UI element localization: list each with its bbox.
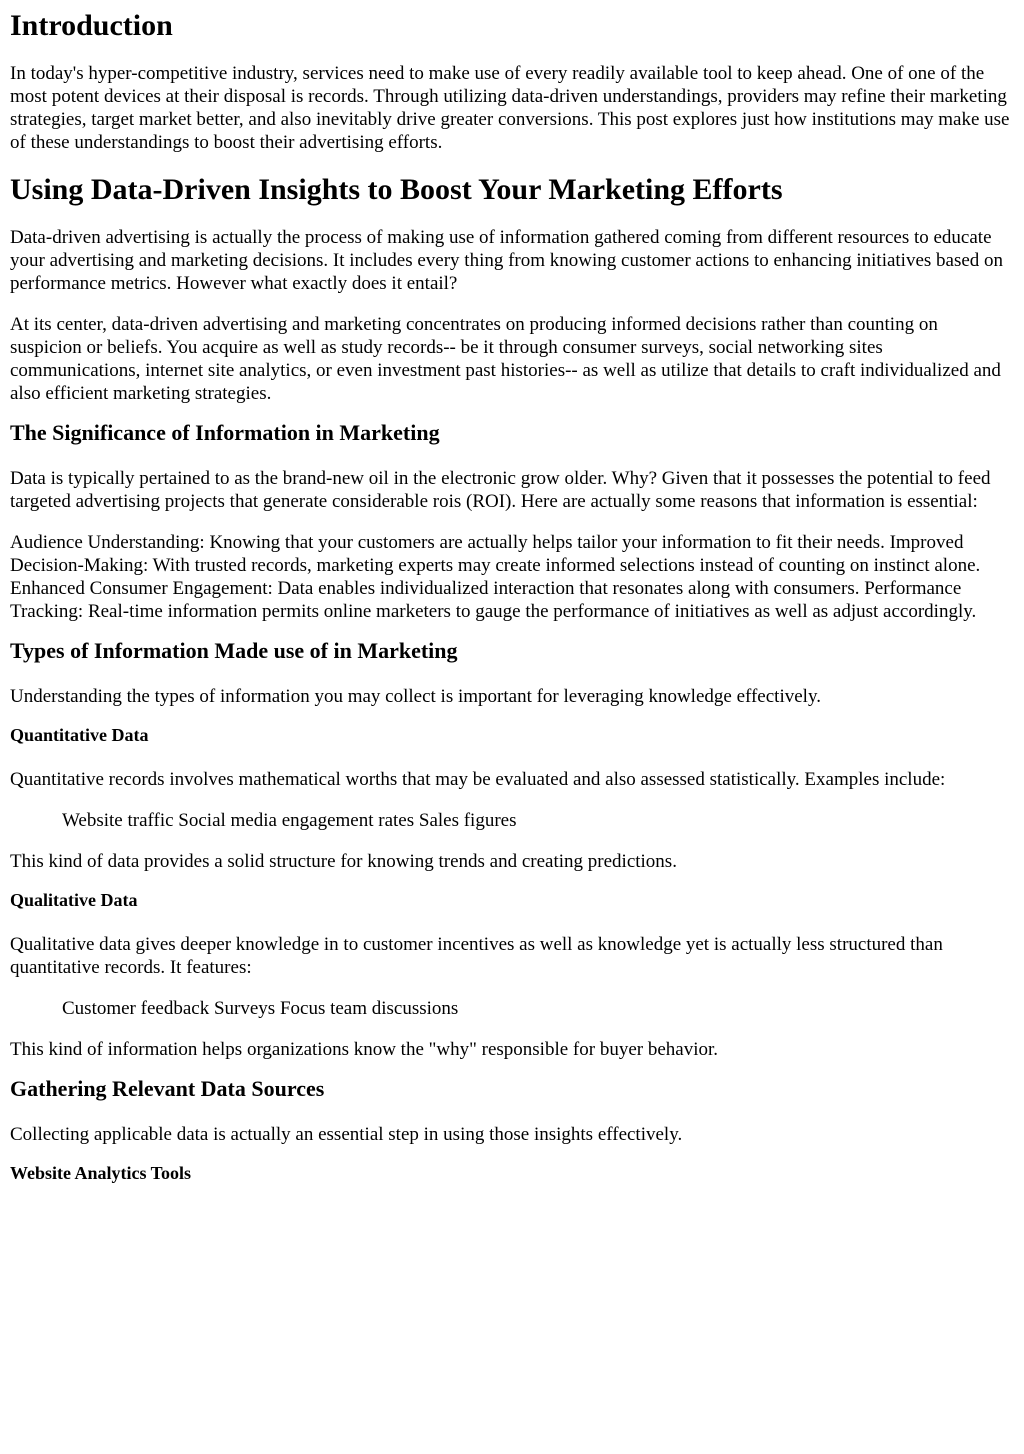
significance-paragraph-2: Audience Understanding: Knowing that your customers are actually helps tailor your information to fit their needs. Improved Decision-Making: With trusted records, marketing experts may create informed selections instead of counting on instinct alone. Enhanced Consumer Engagement: Data enables individualized interaction that resonates along with consumers. Performance Tracking: Real-time information permits online marketers to gauge the performance of initiatives as well as adjust accordingly. — [10, 532, 981, 622]
list-item: Focus team discussions — [279, 998, 459, 1019]
significance-heading: The Significance of Information in Marketing — [10, 420, 440, 445]
list-item: Customer feedback — [62, 998, 210, 1019]
qualitative-paragraph: Qualitative data gives deeper knowledge in to customer incentives as well as knowledge yet is actually less structured than quantitative records. It features: — [10, 934, 943, 978]
types-paragraph: Understanding the types of information you may collect is important for leveraging knowledge effectively. — [10, 686, 821, 707]
quantitative-examples-list — [10, 809, 1013, 832]
main-heading: Using Data-Driven Insights to Boost Your Marketing Efforts — [10, 173, 783, 206]
significance-paragraph-1: Data is typically pertained to as the brand-new oil in the electronic grow older. Why? Given that it possesses the potential to feed targeted advertising projects that generate considerable rois (ROI). Here are actually some reasons that information is essential: — [10, 468, 991, 512]
quantitative-closing: This kind of data provides a solid structure for knowing trends and creating predictions. — [10, 851, 677, 872]
qualitative-heading: Qualitative Data — [10, 890, 138, 910]
gathering-paragraph: Collecting applicable data is actually an essential step in using those insights effectively. — [10, 1124, 683, 1145]
intro-paragraph: In today's hyper-competitive industry, services need to make use of every readily available tool to keep ahead. One of one of the most potent devices at their disposal is records. Through utilizing data-driven understandings, providers may refine their marketing strategies, target market better, and also inevitably drive greater conversions. This post explores just how institutions may make use of these understandings to boost their advertising efforts. — [10, 63, 1010, 153]
analytics-heading: Website Analytics Tools — [10, 1163, 192, 1183]
qualitative-closing: This kind of information helps organizations know the "why" responsible for buyer behavior. — [10, 1039, 719, 1060]
main-paragraph-1: Data-driven advertising is actually the process of making use of information gathered coming from different resources to educate your advertising and marketing decisions. It includes every thing from knowing customer actions to enhancing initiatives based on performance metrics. However what exactly does it entail? — [10, 227, 1004, 294]
list-item: Website traffic — [62, 810, 174, 831]
quantitative-paragraph: Quantitative records involves mathematical worths that may be evaluated and also assessed statistically. Examples include: — [10, 769, 946, 790]
gathering-heading: Gathering Relevant Data Sources — [10, 1076, 325, 1101]
list-item: Surveys — [213, 998, 276, 1019]
article — [0, 8, 1024, 1184]
list-item: Social media engagement rates — [178, 810, 415, 831]
qualitative-examples-list — [10, 997, 1013, 1020]
intro-heading: Introduction — [10, 9, 173, 42]
main-paragraph-2: At its center, data-driven advertising and marketing concentrates on producing informed decisions rather than counting on suspicion or beliefs. You acquire as well as study records-- be it through consumer surveys, social networking sites communications, internet site analytics, or even investment past histories-- as well as utilize that details to craft individualized and also efficient marketing strategies. — [10, 314, 1001, 404]
quantitative-heading: Quantitative Data — [10, 725, 149, 745]
types-heading: Types of Information Made use of in Marketing — [10, 638, 458, 663]
list-item: Sales figures — [418, 810, 517, 831]
